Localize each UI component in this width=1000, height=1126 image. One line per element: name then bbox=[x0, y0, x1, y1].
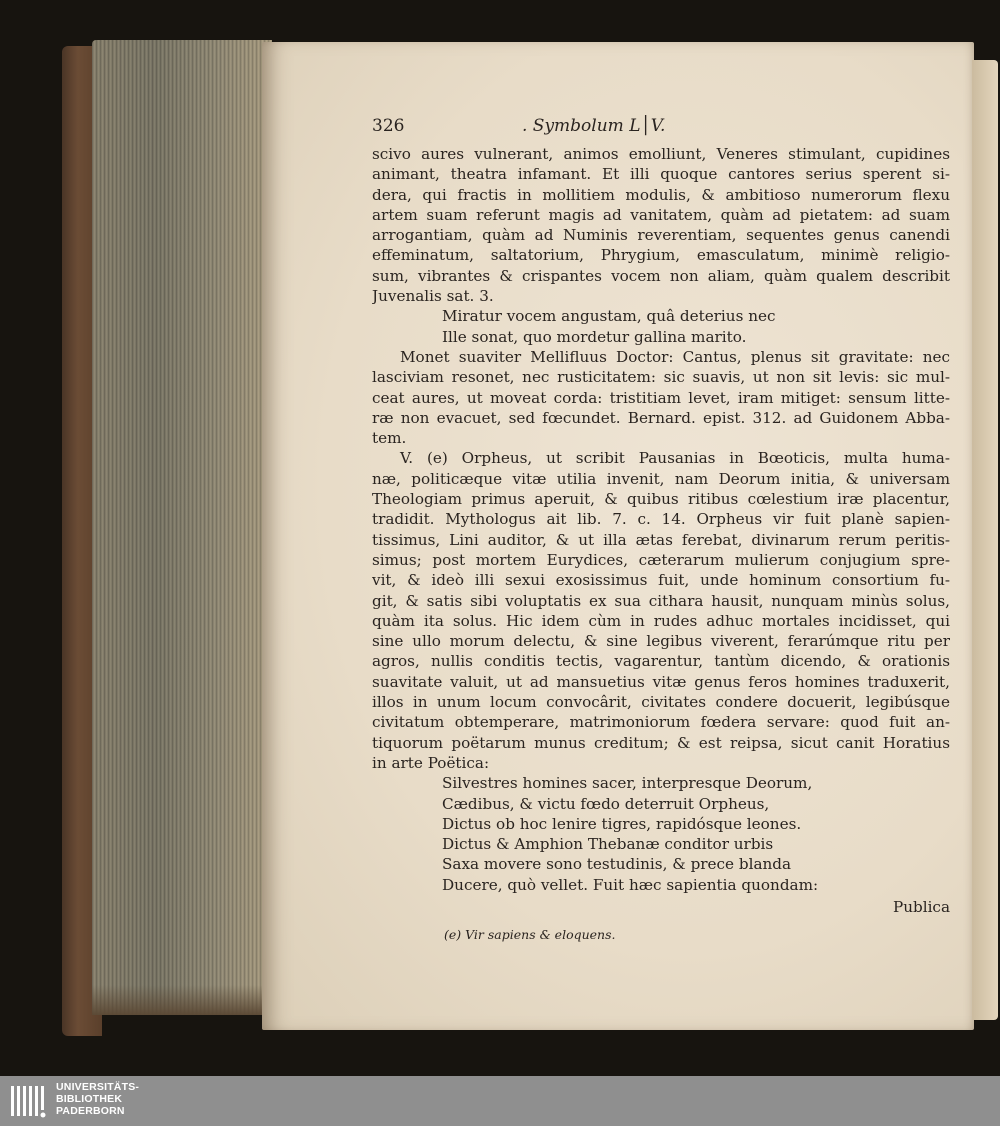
library-name bbox=[56, 1081, 139, 1117]
text-line: quàm ita solus. Hic idem cùm in rudes adhuc mortales incidisset, qui bbox=[372, 611, 950, 630]
library-name-line: UNIVERSITÄTS- bbox=[56, 1081, 140, 1093]
verse-line: Cædibus, & victu fœdo deterruit Orpheus, bbox=[442, 794, 770, 813]
text-line: Monet suaviter Mellifluus Doctor: Cantus, plenus sit gravitate: nec bbox=[400, 347, 950, 366]
library-name-line: BIBLIOTHEK bbox=[56, 1093, 123, 1105]
text-line: ceat aures, ut moveat corda: tristitiam levet, iram mitiget: sensum litte- bbox=[372, 388, 950, 407]
text-line: sum, vibrantes & crispantes vocem non aliam, quàm qualem describit bbox=[372, 266, 950, 285]
verse-line: Dictus ob hoc lenire tigres, rapidósque leones. bbox=[442, 814, 802, 833]
text-line: animant, theatra infamant. Et illi quoque cantores serius sperent si- bbox=[372, 165, 950, 184]
verse-line: Dictus & Amphion Thebanæ conditor urbis bbox=[442, 835, 774, 854]
page-number: 326 bbox=[372, 116, 405, 136]
library-name-line: PADERBORN bbox=[56, 1105, 125, 1117]
text-line: sine ullo morum delectu, & sine legibus viverent, ferarúmque ritu per bbox=[372, 632, 950, 651]
text-line: ræ non evacuet, sed fœcundet. Bernard. epist. 312. ad Guidonem Abba- bbox=[372, 408, 950, 427]
text-line: in arte Poëtica: bbox=[372, 753, 490, 772]
text-line: illos in unum locum convocârit, civitates condere docuerit, legibúsque bbox=[372, 693, 950, 712]
text-line: tissimus, Lini auditor, & ut illa ætas ferebat, divinarum rerum peritis- bbox=[372, 530, 950, 549]
body-paragraph bbox=[372, 144, 950, 306]
verse-line: Saxa movere sono testudinis, & prece blanda bbox=[442, 855, 792, 874]
text-line: tradidit. Mythologus ait lib. 7. c. 14. Orpheus vir fuit planè sapien- bbox=[372, 510, 950, 529]
text-line: effeminatum, saltatorium, Phrygium, emasculatum, minimè religio- bbox=[372, 246, 950, 265]
verse-quote bbox=[372, 306, 950, 347]
verse-line: Ille sonat, quo mordetur gallina marito. bbox=[442, 327, 747, 346]
text-line: git, & satis sibi voluptatis ex sua cithara hausit, nunquam minùs solus, bbox=[372, 591, 950, 610]
text-line: civitatum obtemperare, matrimoniorum fœdera servare: quod fuit an- bbox=[372, 713, 950, 732]
text-line: tem. bbox=[372, 429, 407, 448]
catchword: Publica bbox=[893, 897, 950, 916]
text-line: simus; post mortem Eurydices, cæterarum mulierum conjugium spre- bbox=[372, 550, 950, 569]
verse-line: Silvestres homines sacer, interpresque Deorum, bbox=[442, 774, 813, 793]
text-line: Juvenalis sat. 3. bbox=[372, 287, 494, 306]
text-line: næ, politicæque vitæ utilia invenit, nam Deorum initia, & universam bbox=[372, 469, 950, 488]
text-line: tiquorum poëtarum munus creditum; & est reipsa, sicut canit Horatius bbox=[372, 733, 950, 752]
horace-verse bbox=[372, 773, 950, 895]
verse-line: Miratur vocem angustam, quâ deterius nec bbox=[442, 307, 776, 326]
text-line: artem suam referunt magis ad vanitatem, quàm ad pietatem: ad suam bbox=[372, 205, 950, 224]
page-text bbox=[372, 116, 950, 946]
footnote: (e) Vir sapiens & eloquens. bbox=[444, 927, 616, 943]
text-line: dera, qui fractis in mollitiem modulis, & ambitioso numerorum flexu bbox=[372, 185, 950, 204]
monet-paragraph bbox=[372, 347, 950, 448]
text-line: V. (e) Orpheus, ut scribit Pausanias in Bœoticis, multa huma- bbox=[400, 449, 950, 468]
orpheus-paragraph bbox=[372, 448, 950, 773]
library-footer bbox=[0, 1076, 1000, 1126]
next-page-edge bbox=[972, 60, 998, 1020]
text-line: vit, & ideò illi sexui exosissimus fuit, unde hominum consortium fu- bbox=[372, 571, 950, 590]
page-block-edge bbox=[92, 40, 272, 1015]
page-header bbox=[372, 116, 950, 144]
verse-line: Ducere, quò vellet. Fuit hæc sapientia quondam: bbox=[442, 875, 819, 894]
text-line: agros, nullis conditis tectis, vagarentur, tantùm dicendo, & orationis bbox=[372, 652, 950, 671]
text-line: Theologiam primus aperuit, & quibus ritibus cœlestium iræ placentur, bbox=[372, 490, 950, 509]
text-line: suavitate valuit, ut ad mansuetius vitæ genus feros homines traduxerit, bbox=[372, 672, 950, 691]
text-line: arrogantiam, quàm ad Numinis reverentiam, sequentes genus canendi bbox=[372, 226, 950, 245]
library-logo-icon bbox=[10, 1082, 50, 1120]
text-line: scivo aures vulnerant, animos emolliunt, Veneres stimulant, cupidines bbox=[372, 145, 950, 163]
running-title: . Symbolum L│V. bbox=[522, 116, 666, 136]
text-line: lasciviam resonet, nec rusticitatem: sic suavis, ut non sit levis: sic mul- bbox=[372, 368, 950, 387]
